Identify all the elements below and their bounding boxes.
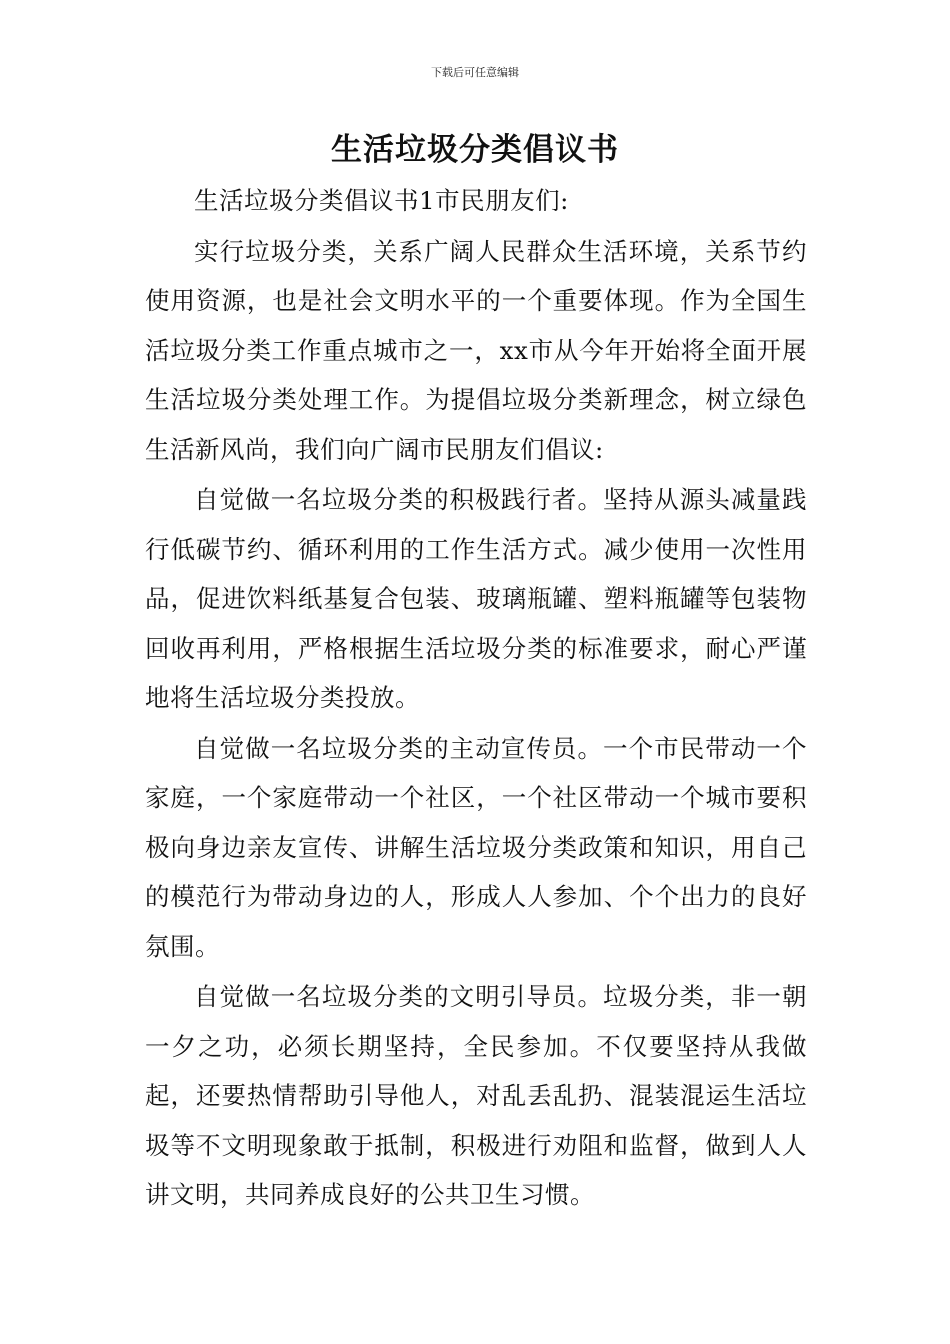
paragraph-intro: 实行垃圾分类，关系广阔人民群众生活环境，关系节约使用资源，也是社会文明水平的一个重要体现。作为全国生活垃圾分类工作重点城市之一，xx市从今年开始将全面开展生活垃圾分类处理工作。为提倡垃圾分类新理念，树立绿色生活新风尚，我们向广阔市民朋友们倡议:	[145, 236, 807, 464]
document-title: 生活垃圾分类倡议书	[331, 132, 619, 168]
header-note: 下载后可任意编辑	[431, 66, 519, 79]
paragraph-practitioner: 自觉做一名垃圾分类的积极践行者。坚持从源头减量践行低碳节约、循环利用的工作生活方式。减少使用一次性用品，促进饮料纸基复合包装、玻璃瓶罐、塑料瓶罐等包装物回收再利用，严格根据生活垃圾分类的标准要求，耐心严谨地将生活垃圾分类投放。	[145, 485, 807, 712]
document-body	[145, 176, 807, 1220]
paragraph-guide: 自觉做一名垃圾分类的文明引导员。垃圾分类，非一朝一夕之功，必须长期坚持，全民参加。不仅要坚持从我做起，还要热情帮助引导他人，对乱丢乱扔、混装混运生活垃圾等不文明现象敢于抵制，积极进行劝阻和监督，做到人人讲文明，共同养成良好的公共卫生习惯。	[145, 982, 807, 1209]
paragraph-promoter: 自觉做一名垃圾分类的主动宣传员。一个市民带动一个家庭，一个家庭带动一个社区，一个社区带动一个城市要积极向身边亲友宣传、讲解生活垃圾分类政策和知识，用自己的模范行为带动身边的人，形成人人参加、个个出力的良好氛围。	[145, 733, 807, 961]
paragraph-salutation: 生活垃圾分类倡议书1市民朋友们:	[194, 186, 569, 215]
